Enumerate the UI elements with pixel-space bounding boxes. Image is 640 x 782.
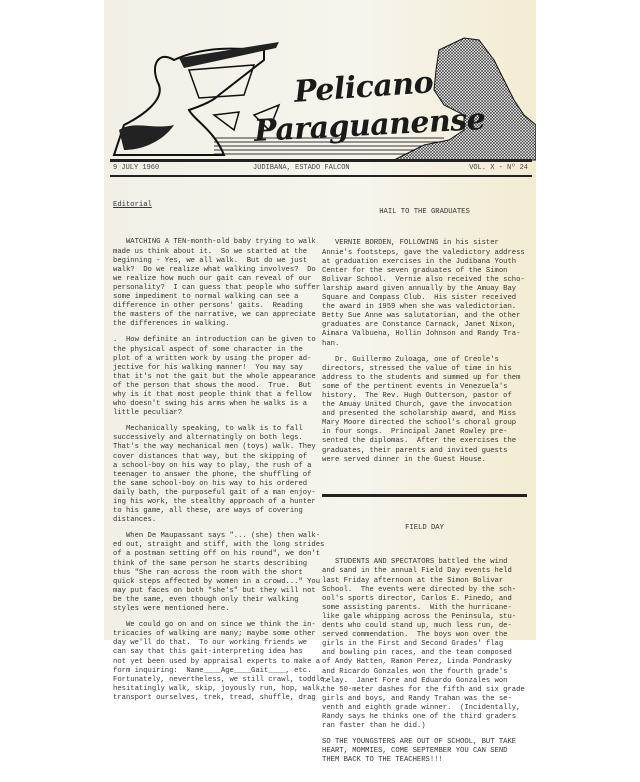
text-line: personality? I can guess that people who suffer: [113, 283, 321, 292]
text-line: plot of a written work by using the proper ad-: [113, 354, 312, 363]
text-line: successively and alternatingly on both legs.: [113, 434, 303, 443]
text-line: made us think about it. So we started at the: [113, 247, 308, 256]
text-line: girls and boys, and Randy Trahan was the se-: [322, 694, 512, 703]
masthead-rule: [110, 159, 532, 162]
text-line: sented the diplomas. After the exercises the: [322, 437, 517, 446]
text-line: thus "She ran across the room with the short: [113, 568, 303, 577]
text-line: School. The events were directed by the sch-: [322, 585, 517, 594]
text-line: at graduation exercises in the Judibana Youth: [322, 257, 517, 266]
text-line: We could go on and on since we think the in-: [113, 621, 316, 630]
masthead-title-line1: Pelicano: [292, 65, 435, 110]
text-line: beginning - Yes, we all walk. But do we just: [113, 256, 308, 265]
text-line: history. The Rev. Hugh Outterson, pastor of: [322, 391, 512, 400]
section-divider: [322, 494, 527, 497]
text-line: and bowling pin races, and the team composed: [322, 649, 512, 658]
text-line: to his game, all these, are ways of covering: [113, 507, 303, 516]
text-line: quick steps affected by women in a crowd..." You: [113, 577, 321, 586]
text-line: some assisting parents. With the hurricane-: [322, 603, 512, 612]
text-line: who doesn't swing his arms when he walks is a: [113, 400, 308, 409]
news-column: [322, 190, 527, 782]
dateline-rule: [110, 175, 532, 177]
text-line: the 50-meter dashes for the fifth and six grade: [322, 685, 525, 694]
text-line: ool's sports director, Carlos E. Pinedo, and: [322, 594, 512, 603]
text-line: THEM BACK TO THE TEACHERS!!!: [322, 756, 443, 765]
text-line: ing his work, the stealthy approach of a hunter: [113, 498, 316, 506]
text-line: little peculiar?: [113, 409, 183, 418]
dateline: [113, 164, 528, 174]
text-line: of Andy Hatten, Ramon Perez, Linda Pondrasky: [322, 658, 512, 667]
text-line: be the same, even though only their walking: [113, 595, 299, 604]
text-line: last Friday afternoon at the Simon Bolivar: [322, 576, 504, 585]
graduates-heading: HAIL TO THE GRADUATES: [379, 208, 470, 217]
article-paragraph: [322, 356, 527, 465]
article-paragraph: [322, 239, 527, 348]
text-line: venth and eighth grade winner. (Incidentally,: [322, 703, 521, 712]
text-line: some impediment to normal walking can see a: [113, 293, 299, 302]
text-line: transport ourselves, trek, tread, shuffle, drag: [113, 693, 316, 702]
text-line: cover distances that way, but the skipping of: [113, 452, 308, 461]
text-line: the masters of the narrative, we can appreciate: [113, 311, 316, 320]
issue-volume: VOL. X - Nº 24: [469, 164, 528, 172]
text-line: that it's not the gait but the whole appearance: [113, 372, 316, 381]
text-line: styles were mentioned here.: [113, 605, 230, 614]
text-line: Fortunately, nevertheless, we still crawl, toddle,: [113, 675, 329, 684]
text-line: SO THE YOUNGSTERS ARE OUT OF SCHOOL, BUT TAKE: [322, 738, 517, 747]
text-line: Center for the seven graduates of the Simon: [322, 266, 508, 275]
text-line: tricacies of walking are many; maybe some other: [113, 630, 316, 639]
text-line: Square and Compass Club. His sister received: [322, 294, 517, 303]
editorial-column: [113, 183, 329, 719]
editorial-heading: Editorial: [113, 201, 152, 210]
text-line: teenager to answer the phone, the shuffling of: [113, 470, 312, 479]
text-line: hesitatingly walk, skip, joyously run, hop, walk,: [113, 684, 325, 693]
text-line: han.: [322, 339, 340, 348]
text-line: not yet been used by appraisal experts to make a: [113, 657, 321, 666]
issue-date: 9 JULY 1960: [113, 164, 160, 172]
text-line: like gale whipping across the Peninsula, stu-: [322, 612, 517, 621]
text-line: Mary Moore directed the school's choral group: [322, 419, 517, 428]
text-line: the differences in walking.: [113, 320, 230, 329]
article-paragraph: [113, 621, 329, 703]
text-line: ran faster than he did.): [322, 722, 426, 731]
text-line: can say that this gait-interpreting idea has: [113, 648, 303, 657]
article-paragraph: [322, 738, 527, 765]
masthead: [104, 20, 536, 162]
text-line: HEART, MOMMIES, COME SEPTEMBER YOU CAN SEND: [322, 747, 508, 756]
text-line: and presented the scholarship award, and Miss: [322, 410, 517, 419]
text-line: of the person that shows the mood. True. But: [113, 381, 312, 390]
text-line: distances.: [113, 516, 157, 525]
text-line: ed out, straight and stiff, with the long strides: [113, 541, 325, 550]
text-line: daily bath, the purposeful gait of a man enjoy-: [113, 488, 316, 497]
masthead-title-line2: Paraguanense: [253, 101, 487, 150]
text-line: form inquiring: Name____Age____Gait____, etc.: [113, 666, 312, 675]
text-line: the same school-boy on his way to his ordered: [113, 479, 308, 488]
text-line: girls in the First and Second Grades' flag: [322, 640, 504, 649]
text-line: why is it that most people think that a fellow: [113, 390, 312, 399]
text-line: Dr. Guillermo Zuloaga, one of Creole's: [322, 355, 499, 364]
text-line: Randy says he thinks one of the third graders: [322, 712, 517, 721]
text-line: the award in 1959 when she was valedictorian.: [322, 303, 517, 312]
text-line: jective for his walking manner! You may say: [113, 363, 303, 372]
text-line: Annie's footsteps, gave the valedictory address: [322, 248, 525, 257]
article-paragraph: [113, 425, 329, 525]
text-line: day we'll do that. To our working friends we: [113, 639, 308, 648]
field-day-heading: FIELD DAY: [405, 524, 444, 533]
text-line: some of the pertinent events in Venezuela's: [322, 382, 508, 391]
text-line: and Ricardo Gonzales won the fourth grade's: [322, 667, 508, 676]
article-paragraph: [113, 336, 329, 418]
text-line: STUDENTS AND SPECTATORS battled the wind: [322, 558, 508, 567]
text-line: walk? Do we realize what walking involves? Do: [113, 265, 316, 274]
text-line: Betty Sue Anne was salutatorian, and the other: [322, 312, 521, 321]
text-line: and sand in the annual Field Day events held: [322, 567, 512, 576]
text-line: were served dinner in the Guest House.: [322, 455, 486, 464]
article-paragraph: [322, 558, 527, 731]
text-line: When De Maupassant says "... (she) then walk-: [113, 532, 321, 541]
text-line: a school-boy on his way to play, the rush of a: [113, 461, 312, 470]
text-line: of a postman setting off on his round", we don't: [113, 550, 321, 559]
text-line: That's the way mechanical men (toys) walk. They: [113, 443, 316, 452]
text-line: Mechanically speaking, to walk is to fall: [113, 425, 303, 434]
text-line: relay. Janet Fore and Eduardo Gonzales won: [322, 676, 508, 685]
text-line: Bolivar School. Vernie also received the scho-: [322, 275, 525, 284]
text-line: served commendation. The boys won over the: [322, 631, 508, 640]
text-line: the physical aspect of some character in the: [113, 345, 303, 354]
text-line: the Amuay United Church, gave the invocation: [322, 401, 512, 410]
text-line: graduates are Constance Carnack, Janet Nixon,: [322, 321, 517, 330]
text-line: . How definite an introduction can be given to: [113, 336, 316, 345]
text-line: address to the students and summed up for them: [322, 373, 521, 382]
text-line: think of the same person he starts describing: [113, 559, 308, 568]
text-line: WATCHING A TEN-month-old baby trying to walk: [113, 238, 316, 247]
text-line: Aimara Valbuena, Hollin Johnson and Randy Tra-: [322, 330, 521, 339]
article-paragraph: [113, 532, 329, 614]
issue-place: JUDIBANA, ESTADO FALCON: [253, 164, 350, 172]
text-line: may put faces on both "she's" but they will not: [113, 586, 316, 595]
text-line: directors, stressed the value of time in his: [322, 364, 512, 373]
article-paragraph: [113, 238, 329, 329]
text-line: in four songs. Principal Janet Rowley pre-: [322, 428, 508, 437]
text-line: dents who could stand up, much less run, de-: [322, 622, 512, 631]
text-line: we realize how much our gait can reveal of our: [113, 274, 312, 283]
text-line: difference in other persons' gaits. Reading: [113, 302, 303, 311]
text-line: graduates, their parents and invited guests: [322, 446, 508, 455]
text-line: VERNIE BORDEN, FOLLOWING in his sister: [322, 239, 499, 248]
text-line: larship award given annually by the Amuay Bay: [322, 284, 517, 293]
